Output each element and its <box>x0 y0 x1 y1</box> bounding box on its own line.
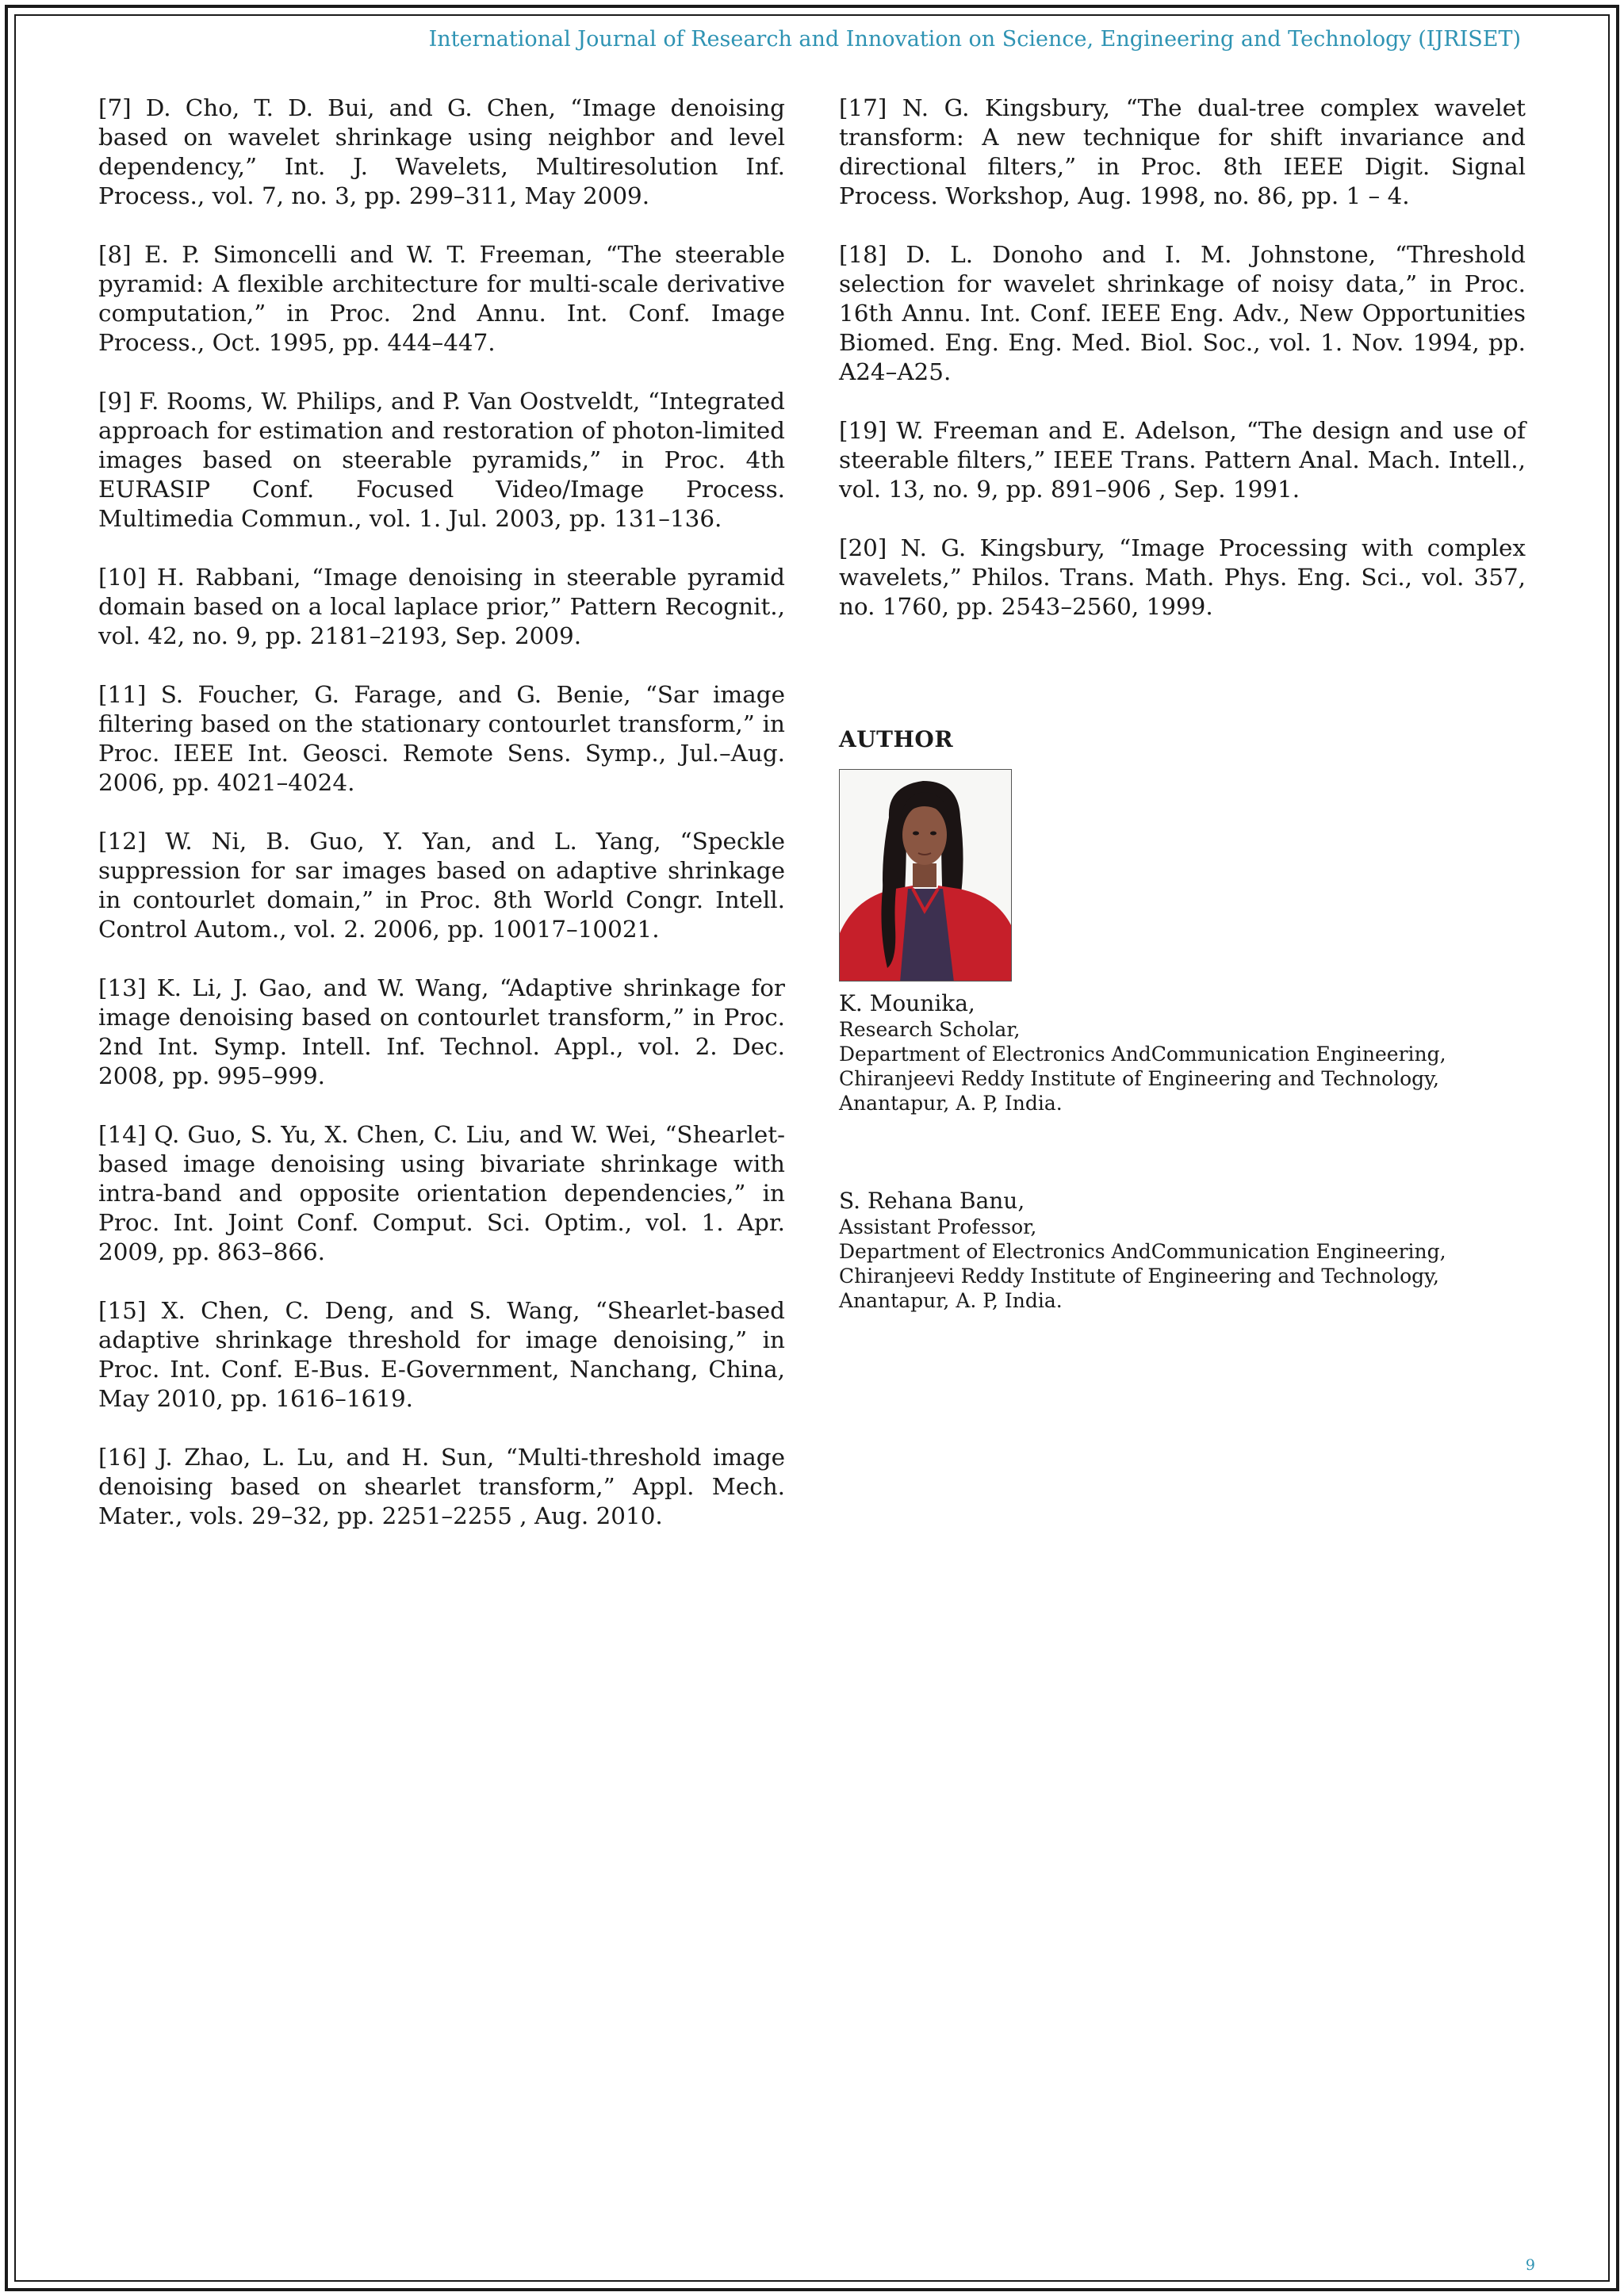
author-role: Assistant Professor, <box>839 1215 1037 1238</box>
reference-item: [14] Q. Guo, S. Yu, X. Chen, C. Liu, and W. Wei, “Shearlet-based image denoising using bivariate shrinkage with intra-band and opposite orientation dependencies,” in Proc. Int. Joint Conf. Comput. Sci. Optim., vol. 1. Apr. 2009, pp. 863–866. <box>98 1121 785 1265</box>
author-info <box>839 1187 1446 1313</box>
author-institute: Chiranjeevi Reddy Institute of Engineering and Technology, <box>839 1265 1439 1288</box>
author-location: Anantapur, A. P, India. <box>839 1289 1063 1312</box>
author-department: Department of Electronics AndCommunication Engineering, <box>839 1240 1446 1263</box>
reference-item: [9] F. Rooms, W. Philips, and P. Van Oostveldt, “Integrated approach for estimation and restoration of photon-limited images based on steerable pyramids,” in Proc. 4th EURASIP Conf. Focused Video/Image Process. Multimedia Commun., vol. 1. Jul. 2003, pp. 131–136. <box>98 388 785 532</box>
journal-header: International Journal of Research and Innovation on Science, Engineering and Technology (IJRISET) <box>428 27 1521 52</box>
reference-item: [15] X. Chen, C. Deng, and S. Wang, “Shearlet-based adaptive shrinkage threshold for image denoising,” in Proc. Int. Conf. E-Bus. E-Government, Nanchang, China, May 2010, pp. 1616–1619. <box>98 1297 785 1412</box>
reference-item: [17] N. G. Kingsbury, “The dual-tree complex wavelet transform: A new technique for shift invariance and directional filters,” in Proc. 8th IEEE Digit. Signal Process. Workshop, Aug. 1998, no. 86, pp. 1 – 4. <box>839 94 1526 209</box>
reference-item: [11] S. Foucher, G. Farage, and G. Benie, “Sar image filtering based on the stationary contourlet transform,” in Proc. IEEE Int. Geosci. Remote Sens. Symp., Jul.–Aug. 2006, pp. 4021–4024. <box>98 681 785 796</box>
reference-item: [20] N. G. Kingsbury, “Image Processing with complex wavelets,” Philos. Trans. Math. Phys. Eng. Sci., vol. 357, no. 1760, pp. 2543–2560, 1999. <box>839 534 1526 620</box>
author-photo <box>839 769 1012 982</box>
reference-item: [8] E. P. Simoncelli and W. T. Freeman, “The steerable pyramid: A flexible architecture for multi-scale derivative computation,” in Proc. 2nd Annu. Int. Conf. Image Process., Oct. 1995, pp. 444–447. <box>98 241 785 356</box>
author-name: K. Mounika, <box>839 990 975 1016</box>
author-department: Department of Electronics AndCommunication Engineering, <box>839 1043 1446 1066</box>
reference-item: [16] J. Zhao, L. Lu, and H. Sun, “Multi-threshold image denoising based on shearlet transform,” Appl. Mech. Mater., vols. 29–32, pp. 2251–2255 , Aug. 2010. <box>98 1444 785 1529</box>
author-institute: Chiranjeevi Reddy Institute of Engineering and Technology, <box>839 1067 1439 1090</box>
reference-item: [12] W. Ni, B. Guo, Y. Yan, and L. Yang, “Speckle suppression for sar images based on adaptive shrinkage in contourlet domain,” in Proc. 8th World Congr. Intell. Control Autom., vol. 2. 2006, pp. 10017–10021. <box>98 828 785 943</box>
author-heading: AUTHOR <box>839 726 954 752</box>
page-number: 9 <box>1525 2256 1535 2274</box>
author-role: Research Scholar, <box>839 1018 1021 1041</box>
references-left-column <box>98 94 785 1560</box>
references-right-column <box>839 94 1526 651</box>
reference-item: [10] H. Rabbani, “Image denoising in steerable pyramid domain based on a local laplace prior,” Pattern Recognit., vol. 42, no. 9, pp. 2181–2193, Sep. 2009. <box>98 564 785 649</box>
author-location: Anantapur, A. P, India. <box>839 1092 1063 1115</box>
reference-item: [19] W. Freeman and E. Adelson, “The design and use of steerable filters,” IEEE Trans. Pattern Anal. Mach. Intell., vol. 13, no. 9, pp. 891–906 , Sep. 1991. <box>839 417 1526 503</box>
author-name: S. Rehana Banu, <box>839 1188 1025 1214</box>
reference-item: [13] K. Li, J. Gao, and W. Wang, “Adaptive shrinkage for image denoising based on contourlet transform,” in Proc. 2nd Int. Symp. Intell. Inf. Technol. Appl., vol. 2. Dec. 2008, pp. 995–999. <box>98 974 785 1089</box>
reference-item: [7] D. Cho, T. D. Bui, and G. Chen, “Image denoising based on wavelet shrinkage using neighbor and level dependency,” Int. J. Wavelets, Multiresolution Inf. Process., vol. 7, no. 3, pp. 299–311, May 2009. <box>98 94 785 209</box>
reference-item: [18] D. L. Donoho and I. M. Johnstone, “Threshold selection for wavelet shrinkage of noisy data,” in Proc. 16th Annu. Int. Conf. IEEE Eng. Adv., New Opportunities Biomed. Eng. Eng. Med. Biol. Soc., vol. 1. Nov. 1994, pp. A24–A25. <box>839 241 1526 385</box>
author-info <box>839 989 1446 1115</box>
